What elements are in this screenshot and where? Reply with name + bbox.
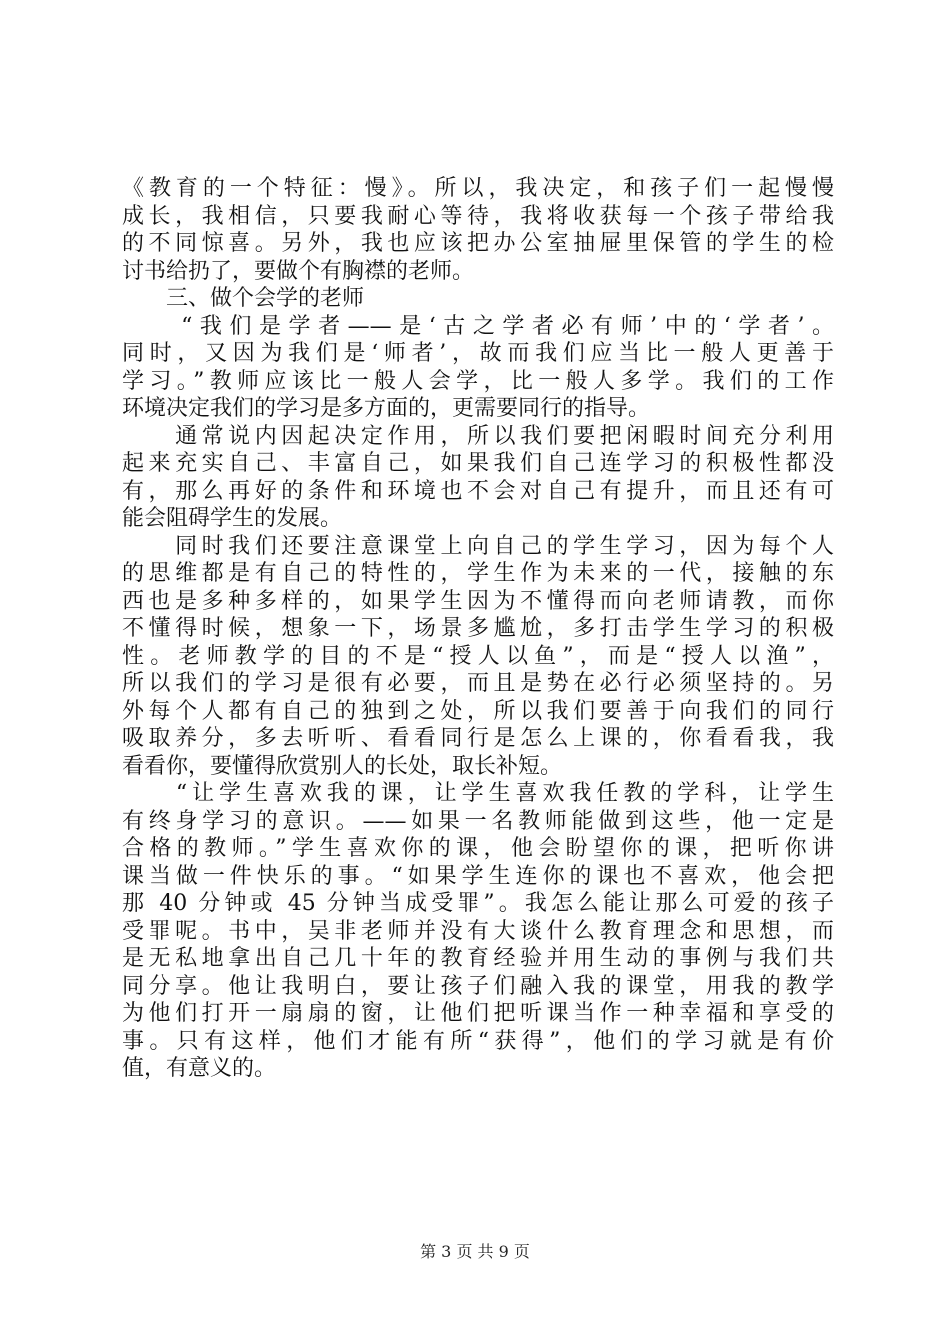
text-line: 有终身学习的意识。——如果一名教师能做到这些，他一定是 bbox=[122, 808, 834, 834]
text-line: 的思维都是有自己的特性的，学生作为未来的一代，接触的东 bbox=[122, 561, 834, 586]
text-line: 能会阻碍学生的发展。 bbox=[122, 506, 343, 531]
text-line: 《教育的一个特征：慢》。所以，我决定，和孩子们一起慢慢 bbox=[122, 176, 834, 201]
text-line: 成长，我相信，只要我耐心等待，我将收获每一个孩子带给我 bbox=[122, 203, 834, 229]
text-line: 同分享。他让我明白，要让孩子们融入我的课堂，用我的教学 bbox=[122, 973, 834, 999]
text-line: 课当做一件快乐的事。“如果学生连你的课也不喜欢，他会把 bbox=[122, 863, 834, 889]
text-line: 值，有意义的。 bbox=[122, 1056, 277, 1081]
text-line: 讨书给扔了，要做个有胸襟的老师。 bbox=[122, 258, 475, 284]
text-line: “我们是学者——是‘古之学者必有师’中的‘学者’。 bbox=[122, 313, 834, 339]
text-line: 受罪呢。书中，吴非老师并没有大谈什么教育理念和思想，而 bbox=[122, 918, 834, 944]
text-line: 学习。”教师应该比一般人会学，比一般人多学。我们的工作 bbox=[122, 368, 834, 394]
text-line: 起来充实自己、丰富自己，如果我们自己连学习的积极性都没 bbox=[122, 451, 834, 476]
text-line: 同时，又因为我们是‘师者’，故而我们应当比一般人更善于 bbox=[122, 341, 834, 366]
text-line: 所以我们的学习是很有必要，而且是势在必行必须坚持的。另 bbox=[122, 671, 834, 696]
text-line: 的不同惊喜。另外，我也应该把办公室抽屉里保管的学生的检 bbox=[122, 231, 834, 256]
text-line: 事。只有这样，他们才能有所“获得”，他们的学习就是有价 bbox=[122, 1028, 834, 1054]
text-line: 看看你，要懂得欣赏别人的长处，取长补短。 bbox=[122, 753, 563, 779]
text-line: 是无私地拿出自己几十年的教育经验并用生动的事例与我们共 bbox=[122, 946, 834, 971]
section-heading: 三、做个会学的老师 bbox=[122, 286, 365, 311]
text-line: 环境决定我们的学习是多方面的，更需要同行的指导。 bbox=[122, 396, 651, 421]
text-line: 西也是多种多样的，如果学生因为不懂得而向老师请教，而你 bbox=[122, 588, 834, 614]
text-line: 那 40 分钟或 45 分钟当成受罪”。我怎么能让那么可爱的孩子 bbox=[122, 891, 834, 916]
text-line: 合格的教师。”学生喜欢你的课，他会盼望你的课，把听你讲 bbox=[122, 836, 834, 861]
text-line: 为他们打开一扇扇的窗，让他们把听课当作一种幸福和享受的 bbox=[122, 1001, 834, 1026]
page-indicator: 第 3 页 共 9 页 bbox=[420, 1242, 530, 1261]
text-line: “让学生喜欢我的课，让学生喜欢我任教的学科，让学生 bbox=[122, 781, 834, 806]
text-line: 吸取养分，多去听听、看看同行是怎么上课的，你看看我，我 bbox=[122, 726, 834, 751]
text-line: 不懂得时候，想象一下，场景多尴尬，多打击学生学习的积极 bbox=[122, 616, 834, 641]
text-line: 通常说内因起决定作用，所以我们要把闲暇时间充分利用 bbox=[122, 423, 834, 449]
text-line: 同时我们还要注意课堂上向自己的学生学习，因为每个人 bbox=[122, 533, 834, 559]
text-line: 外每个人都有自己的独到之处，所以我们要善于向我们的同行 bbox=[122, 698, 834, 724]
text-line: 性。老师教学的目的不是“授人以鱼”，而是“授人以渔”， bbox=[122, 643, 834, 669]
text-line: 有，那么再好的条件和环境也不会对自己有提升，而且还有可 bbox=[122, 478, 834, 504]
